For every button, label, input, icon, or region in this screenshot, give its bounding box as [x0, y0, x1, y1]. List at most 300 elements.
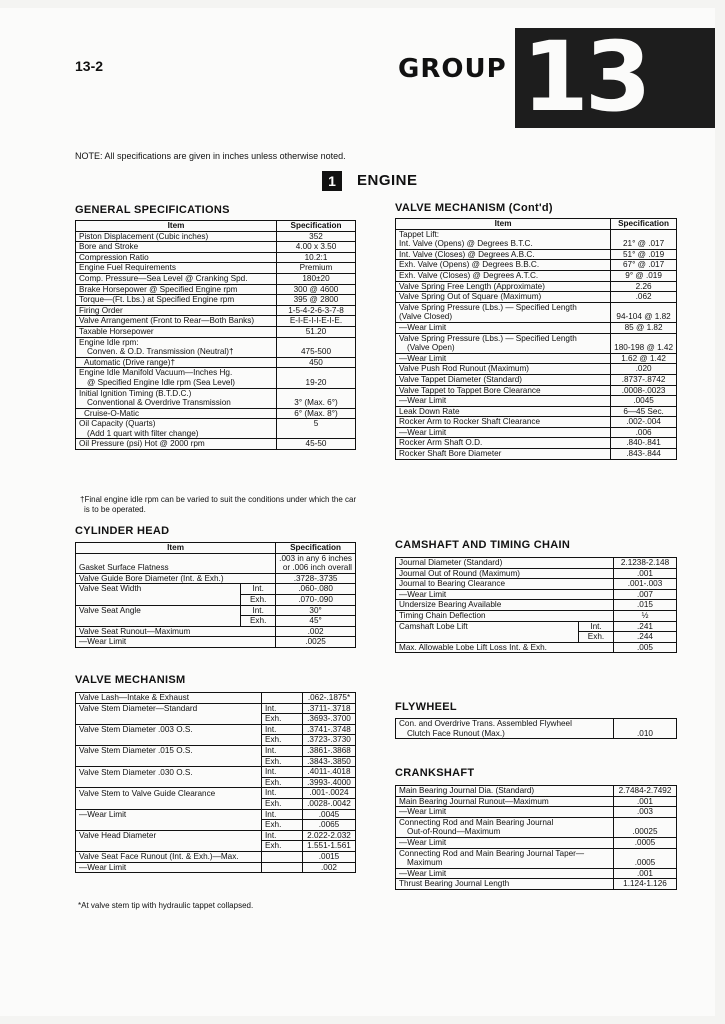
cell-item — [396, 817, 614, 837]
table-row — [76, 777, 356, 788]
cell-value: .002-.004 — [611, 417, 677, 428]
table-row — [396, 396, 677, 407]
cell-value: .843-.844 — [611, 449, 677, 460]
table-row — [76, 573, 356, 584]
cell-value: .0008-.0023 — [611, 385, 677, 396]
cylinder-head-table — [75, 542, 356, 648]
cell-value: 9° @ .019 — [611, 270, 677, 281]
cell-mod — [262, 693, 303, 704]
table-row — [76, 626, 356, 637]
table-row — [76, 357, 356, 368]
cell-value: .010 — [614, 719, 677, 739]
table-row — [396, 610, 677, 621]
idle-conv-label: Conven. & O.D. Transmission (Neutral)† — [87, 347, 234, 357]
table-row — [76, 584, 356, 595]
units-note: NOTE: All specifications are given in inches unless otherwise noted. — [75, 151, 346, 161]
cell-item — [76, 841, 262, 852]
cell-mod: Exh. — [579, 632, 614, 643]
table-row — [76, 305, 356, 316]
cell-value: .0015 — [303, 851, 356, 862]
table-row — [396, 353, 677, 364]
table-row — [396, 642, 677, 653]
table-row — [396, 589, 677, 600]
cell-value: 3° (Max. 6°) — [277, 388, 356, 408]
cell-item: Valve Seat Angle — [76, 605, 241, 626]
general-specs-table — [75, 220, 356, 450]
table-row — [396, 438, 677, 449]
table-row — [76, 326, 356, 337]
cell-value: .0045 — [303, 809, 356, 820]
cell-item: Firing Order — [76, 305, 277, 316]
cell-item — [76, 756, 262, 767]
cell-item: Torque—(Ft. Lbs.) at Specified Engine rpm — [76, 295, 277, 306]
crankshaft-table — [395, 785, 677, 890]
cell-item: Compression Ratio — [76, 252, 277, 263]
cell-value: .3741-.3748 — [303, 724, 356, 735]
cell-item: Journal Diameter (Standard) — [396, 558, 614, 569]
cell-mod — [262, 862, 303, 873]
table-row — [396, 621, 677, 632]
taper-label: Connecting Rod and Main Bearing Journal Taper— — [399, 848, 585, 858]
cell-value: 1.62 @ 1.42 — [611, 353, 677, 364]
cell-item: Valve Stem Diameter—Standard — [76, 703, 262, 714]
cell-item: Journal Out of Round (Maximum) — [396, 568, 614, 579]
table-row — [396, 579, 677, 590]
cell-item: Valve Stem Diameter .030 O.S. — [76, 767, 262, 778]
cell-value: 2.26 — [611, 281, 677, 292]
col-spec: Specification — [277, 221, 356, 232]
cell-item: Rocker Arm to Rocker Shaft Clearance — [396, 417, 611, 428]
cell-value: .0005 — [614, 848, 677, 868]
cell-value: .002 — [303, 862, 356, 873]
cell-item: Valve Lash—Intake & Exhaust — [76, 693, 262, 704]
gasket-value-2: or .006 inch overall — [282, 563, 352, 573]
cell-mod: Int. — [262, 724, 303, 735]
cell-mod: Exh. — [241, 594, 276, 605]
cell-value: .3723-.3730 — [303, 735, 356, 746]
table-row — [76, 273, 356, 284]
cell-item: Timing Chain Deflection — [396, 610, 614, 621]
table-row — [396, 260, 677, 271]
table-row — [76, 252, 356, 263]
table-row — [76, 263, 356, 274]
cell-value: 5 — [277, 419, 356, 439]
cell-item: Rocker Arm Shaft O.D. — [396, 438, 611, 449]
cell-mod: Exh. — [262, 714, 303, 725]
valve-cont-heading: VALVE MECHANISM (Cont'd) — [395, 202, 553, 214]
cell-item: Valve Push Rod Runout (Maximum) — [396, 364, 611, 375]
table-row — [396, 322, 677, 333]
cell-item: Exh. Valve (Opens) @ Degrees B.B.C. — [396, 260, 611, 271]
cell-mod: Int. — [262, 788, 303, 799]
cell-mod: Int. — [262, 767, 303, 778]
cell-value: .0025 — [276, 637, 356, 648]
table-row — [76, 841, 356, 852]
vacuum-label: Engine Idle Manifold Vacuum—Inches Hg. — [79, 368, 233, 378]
cell-value: .015 — [614, 600, 677, 611]
flywheel-table — [395, 718, 677, 739]
cell-item: Valve Guide Bore Diameter (Int. & Exh.) — [76, 573, 276, 584]
camshaft-heading: CAMSHAFT AND TIMING CHAIN — [395, 539, 571, 551]
cell-value: .001 — [614, 796, 677, 807]
table-row — [396, 333, 677, 353]
table-row — [396, 374, 677, 385]
table-row — [396, 385, 677, 396]
group-label: GROUP — [398, 54, 507, 84]
cell-value: .3993-.4000 — [303, 777, 356, 788]
table-row — [76, 553, 356, 573]
cell-value: .062-.1875* — [303, 693, 356, 704]
cell-value: 21° @ .017 — [611, 229, 677, 249]
conn-sub: Out-of-Round—Maximum — [407, 827, 501, 837]
cell-mod: Int. — [241, 584, 276, 595]
cell-item: Engine Fuel Requirements — [76, 263, 277, 274]
table-row — [76, 605, 356, 616]
cell-value: E-I-E-I-I-E-I-E. — [277, 316, 356, 327]
cell-mod: Exh. — [262, 841, 303, 852]
cell-item: —Wear Limit — [396, 427, 611, 438]
table-row — [76, 809, 356, 820]
cell-value: .001 — [614, 868, 677, 879]
cell-value: ½ — [614, 610, 677, 621]
table-row — [396, 568, 677, 579]
cell-value: 450 — [277, 357, 356, 368]
cell-value: 352 — [277, 231, 356, 242]
cell-item: Valve Spring Free Length (Approximate) — [396, 281, 611, 292]
oil-label: Oil Capacity (Quarts) — [79, 419, 156, 429]
cell-value: .840-.841 — [611, 438, 677, 449]
cell-item: Piston Displacement (Cubic inches) — [76, 231, 277, 242]
cell-value: 300 @ 4600 — [277, 284, 356, 295]
cell-value: 4.00 x 3.50 — [277, 242, 356, 253]
cell-mod: Int. — [262, 830, 303, 841]
table-row — [76, 242, 356, 253]
cell-mod: Int. — [579, 621, 614, 632]
cell-mod: Exh. — [262, 756, 303, 767]
valve-footnote: *At valve stem tip with hydraulic tappet collapsed. — [78, 901, 254, 910]
table-row — [76, 637, 356, 648]
cell-item: Valve Stem Diameter .015 O.S. — [76, 745, 262, 756]
table-row — [396, 229, 677, 249]
cell-value: 180-198 @ 1.42 — [611, 333, 677, 353]
cell-mod: Int. — [241, 605, 276, 616]
table-row — [396, 302, 677, 322]
cell-value: 67° @ .017 — [611, 260, 677, 271]
table-row — [396, 600, 677, 611]
cell-mod: Exh. — [262, 735, 303, 746]
cell-item: Cruise-O-Matic — [76, 408, 277, 419]
table-row — [396, 406, 677, 417]
cell-value: 2.022-2.032 — [303, 830, 356, 841]
table-row — [396, 281, 677, 292]
table-row — [396, 837, 677, 848]
cell-value: .007 — [614, 589, 677, 600]
cell-item: Camshaft Lobe Lift — [396, 621, 579, 642]
tappet-lift-label: Tappet Lift: — [399, 229, 440, 239]
cell-value: 30° — [276, 605, 356, 616]
table-row — [76, 388, 356, 408]
cell-value: 180±20 — [277, 273, 356, 284]
cell-value: 475-500 — [277, 337, 356, 357]
camshaft-table — [395, 557, 677, 653]
cell-mod: Exh. — [262, 798, 303, 809]
table-row — [76, 767, 356, 778]
col-spec: Specification — [611, 219, 677, 230]
cell-item: Valve Spring Out of Square (Maximum) — [396, 292, 611, 303]
table-row — [396, 427, 677, 438]
cell-value: 51° @ .019 — [611, 249, 677, 260]
cell-value: 94-104 @ 1.82 — [611, 302, 677, 322]
cell-item: —Wear Limit — [396, 396, 611, 407]
table-row — [76, 231, 356, 242]
cell-item: —Wear Limit — [76, 809, 262, 820]
cell-item: —Wear Limit — [396, 868, 614, 879]
spring-closed-sub: (Valve Closed) — [399, 312, 453, 322]
manual-page — [0, 8, 715, 1016]
cell-item: —Wear Limit — [76, 862, 262, 873]
cell-value: .0005 — [614, 837, 677, 848]
col-item: Item — [76, 221, 277, 232]
cell-item: Taxable Horsepower — [76, 326, 277, 337]
cell-value: 45° — [276, 616, 356, 627]
cell-value: 2.7484-2.7492 — [614, 786, 677, 797]
cell-mod: Int. — [262, 809, 303, 820]
cell-value: .0045 — [611, 396, 677, 407]
table-row — [396, 868, 677, 879]
table-row — [396, 719, 677, 739]
cell-item: Valve Arrangement (Front to Rear—Both Banks) — [76, 316, 277, 327]
cell-item: —Wear Limit — [396, 353, 611, 364]
table-row — [76, 284, 356, 295]
cell-item: Oil Pressure (psi) Hot @ 2000 rpm — [76, 439, 277, 450]
cell-value: .4011-.4018 — [303, 767, 356, 778]
col-spec: Specification — [276, 543, 356, 554]
cell-mod: Exh. — [262, 777, 303, 788]
spring-open-label: Valve Spring Pressure (Lbs.) — Specified Length — [399, 333, 577, 343]
cell-item: Valve Seat Runout—Maximum — [76, 626, 276, 637]
cell-item — [76, 735, 262, 746]
cell-item: Valve Head Diameter — [76, 830, 262, 841]
cell-value: Premium — [277, 263, 356, 274]
table-row — [396, 879, 677, 890]
table-row — [76, 714, 356, 725]
cell-item — [76, 368, 277, 388]
cell-item: Exh. Valve (Closes) @ Degrees A.T.C. — [396, 270, 611, 281]
table-row — [396, 417, 677, 428]
cell-item: Valve Seat Face Runout (Int. & Exh.)—Max. — [76, 851, 262, 862]
flywheel-heading: FLYWHEEL — [395, 701, 457, 713]
table-row — [396, 796, 677, 807]
cell-item: Main Bearing Journal Runout—Maximum — [396, 796, 614, 807]
cell-item: Undersize Bearing Available — [396, 600, 614, 611]
cell-value: .005 — [614, 642, 677, 653]
cell-item: Int. Valve (Closes) @ Degrees A.B.C. — [396, 249, 611, 260]
cell-value: .003 — [614, 807, 677, 818]
table-row — [76, 693, 356, 704]
cell-item: —Wear Limit — [396, 837, 614, 848]
flywheel-label-1: Con. and Overdrive Trans. Assembled Flywheel — [399, 719, 572, 728]
cell-value: .001 — [614, 568, 677, 579]
cell-value: .062 — [611, 292, 677, 303]
cell-item: Valve Tappet to Tappet Bore Clearance — [396, 385, 611, 396]
cell-value: .3861-.3868 — [303, 745, 356, 756]
cell-value: .3711-.3718 — [303, 703, 356, 714]
cell-item — [396, 302, 611, 322]
table-row — [396, 249, 677, 260]
cell-item — [396, 333, 611, 353]
cell-item: Journal to Bearing Clearance — [396, 579, 614, 590]
valve-mechanism-table — [75, 692, 356, 873]
cell-item — [76, 388, 277, 408]
cell-value: .060-.080 — [276, 584, 356, 595]
general-specs-heading: GENERAL SPECIFICATIONS — [75, 204, 230, 216]
cell-item: Gasket Surface Flatness — [76, 553, 276, 573]
table-row — [76, 316, 356, 327]
cell-item: Bore and Stroke — [76, 242, 277, 253]
timing-conv-label: Conventional & Overdrive Transmission — [87, 398, 231, 408]
cell-item — [76, 714, 262, 725]
cell-item: —Wear Limit — [396, 589, 614, 600]
cell-value: .3843-.3850 — [303, 756, 356, 767]
table-row — [76, 419, 356, 439]
cell-value: 6—45 Sec. — [611, 406, 677, 417]
cell-value: .001-.003 — [614, 579, 677, 590]
general-footnote: †Final engine idle rpm can be varied to suit the conditions under which the car is to be operated. — [80, 495, 357, 514]
cell-mod: Int. — [262, 745, 303, 756]
cell-item — [76, 777, 262, 788]
cell-value: 2.1238-2.148 — [614, 558, 677, 569]
cell-mod: Exh. — [241, 616, 276, 627]
cell-value: .001-.0024 — [303, 788, 356, 799]
cell-mod: Exh. — [262, 820, 303, 831]
cell-value: .8737-.8742 — [611, 374, 677, 385]
table-row — [76, 368, 356, 388]
flywheel-label-2: Clutch Face Runout (Max.) — [407, 728, 505, 738]
tappet-row-label: Int. Valve (Opens) @ Degrees B.T.C. — [399, 239, 533, 249]
table-row — [396, 817, 677, 837]
cell-value: 51.20 — [277, 326, 356, 337]
table-row — [76, 724, 356, 735]
cell-value: 45-50 — [277, 439, 356, 450]
table-row — [396, 449, 677, 460]
table-row — [396, 558, 677, 569]
table-row — [76, 735, 356, 746]
cell-value: 1-5-4-2-6-3-7-8 — [277, 305, 356, 316]
cell-value: 6° (Max. 8°) — [277, 408, 356, 419]
table-row — [76, 830, 356, 841]
cell-item: Main Bearing Journal Dia. (Standard) — [396, 786, 614, 797]
cell-item — [76, 798, 262, 809]
table-row — [396, 292, 677, 303]
col-item: Item — [76, 543, 276, 554]
cell-value: 1.551-1.561 — [303, 841, 356, 852]
cell-item: Leak Down Rate — [396, 406, 611, 417]
table-row — [396, 270, 677, 281]
cell-value: .3728-.3735 — [276, 573, 356, 584]
cell-item: —Wear Limit — [396, 807, 614, 818]
taper-sub: Maximum — [407, 858, 443, 868]
crankshaft-heading: CRANKSHAFT — [395, 767, 475, 779]
cylinder-head-heading: CYLINDER HEAD — [75, 525, 170, 537]
cell-item: —Wear Limit — [396, 322, 611, 333]
col-item: Item — [396, 219, 611, 230]
cell-value: .002 — [276, 626, 356, 637]
cell-value: .3693-.3700 — [303, 714, 356, 725]
table-row — [76, 788, 356, 799]
table-row — [76, 703, 356, 714]
cell-item: Automatic (Drive range)† — [76, 357, 277, 368]
table-row — [76, 745, 356, 756]
cell-value: .0065 — [303, 820, 356, 831]
table-row — [76, 862, 356, 873]
cell-item: Comp. Pressure—Sea Level @ Cranking Spd. — [76, 273, 277, 284]
cell-item — [76, 337, 277, 357]
section-title: ENGINE — [357, 172, 418, 189]
group-number: 13 — [522, 21, 648, 133]
table-row — [76, 408, 356, 419]
idle-label: Engine Idle rpm: — [79, 337, 139, 347]
timing-label: Initial Ignition Timing (B.T.D.C.) — [79, 388, 192, 398]
spring-closed-label: Valve Spring Pressure (Lbs.) — Specified Length — [399, 302, 577, 312]
cell-item: Thrust Bearing Journal Length — [396, 879, 614, 890]
table-row — [76, 798, 356, 809]
cell-value: 10.2:1 — [277, 252, 356, 263]
table-row — [396, 786, 677, 797]
cell-item: Max. Allowable Lobe Lift Loss Int. & Exh. — [396, 642, 614, 653]
table-row — [76, 756, 356, 767]
table-row — [396, 848, 677, 868]
section-number-badge: 1 — [322, 171, 342, 191]
table-row — [76, 295, 356, 306]
cell-value: .0028-.0042 — [303, 798, 356, 809]
cell-item — [76, 419, 277, 439]
cell-mod — [262, 851, 303, 862]
cell-value: .006 — [611, 427, 677, 438]
cell-item: Valve Tappet Diameter (Standard) — [396, 374, 611, 385]
cell-item — [396, 719, 614, 739]
cell-value: 19-20 — [277, 368, 356, 388]
table-row — [396, 807, 677, 818]
spring-open-sub: (Valve Open) — [407, 343, 455, 353]
page-number: 13-2 — [75, 58, 104, 74]
oil-sub: (Add 1 quart with filter change) — [87, 428, 199, 438]
table-row — [76, 851, 356, 862]
cell-value: .244 — [614, 632, 677, 643]
cell-value: .070-.090 — [276, 594, 356, 605]
cell-item — [396, 229, 611, 249]
valve-cont-table — [395, 218, 677, 460]
cell-item: Brake Horsepower @ Specified Engine rpm — [76, 284, 277, 295]
vacuum-sub: @ Specified Engine Idle rpm (Sea Level) — [87, 377, 236, 387]
cell-item — [396, 848, 614, 868]
cell-value: 395 @ 2800 — [277, 295, 356, 306]
cell-value: 85 @ 1.82 — [611, 322, 677, 333]
cell-item: Rocker Shaft Bore Diameter — [396, 449, 611, 460]
gasket-value-1: .003 in any 6 inches — [279, 553, 352, 563]
cell-item: Valve Seat Width — [76, 584, 241, 605]
cell-item: Valve Stem Diameter .003 O.S. — [76, 724, 262, 735]
cell-value: .00025 — [614, 817, 677, 837]
cell-value: .241 — [614, 621, 677, 632]
conn-label: Connecting Rod and Main Bearing Journal — [399, 817, 554, 827]
cell-value: 1.124-1.126 — [614, 879, 677, 890]
cell-item — [76, 820, 262, 831]
table-row — [76, 337, 356, 357]
cell-item: —Wear Limit — [76, 637, 276, 648]
table-row — [76, 439, 356, 450]
cell-value — [276, 553, 356, 573]
cell-value: .020 — [611, 364, 677, 375]
